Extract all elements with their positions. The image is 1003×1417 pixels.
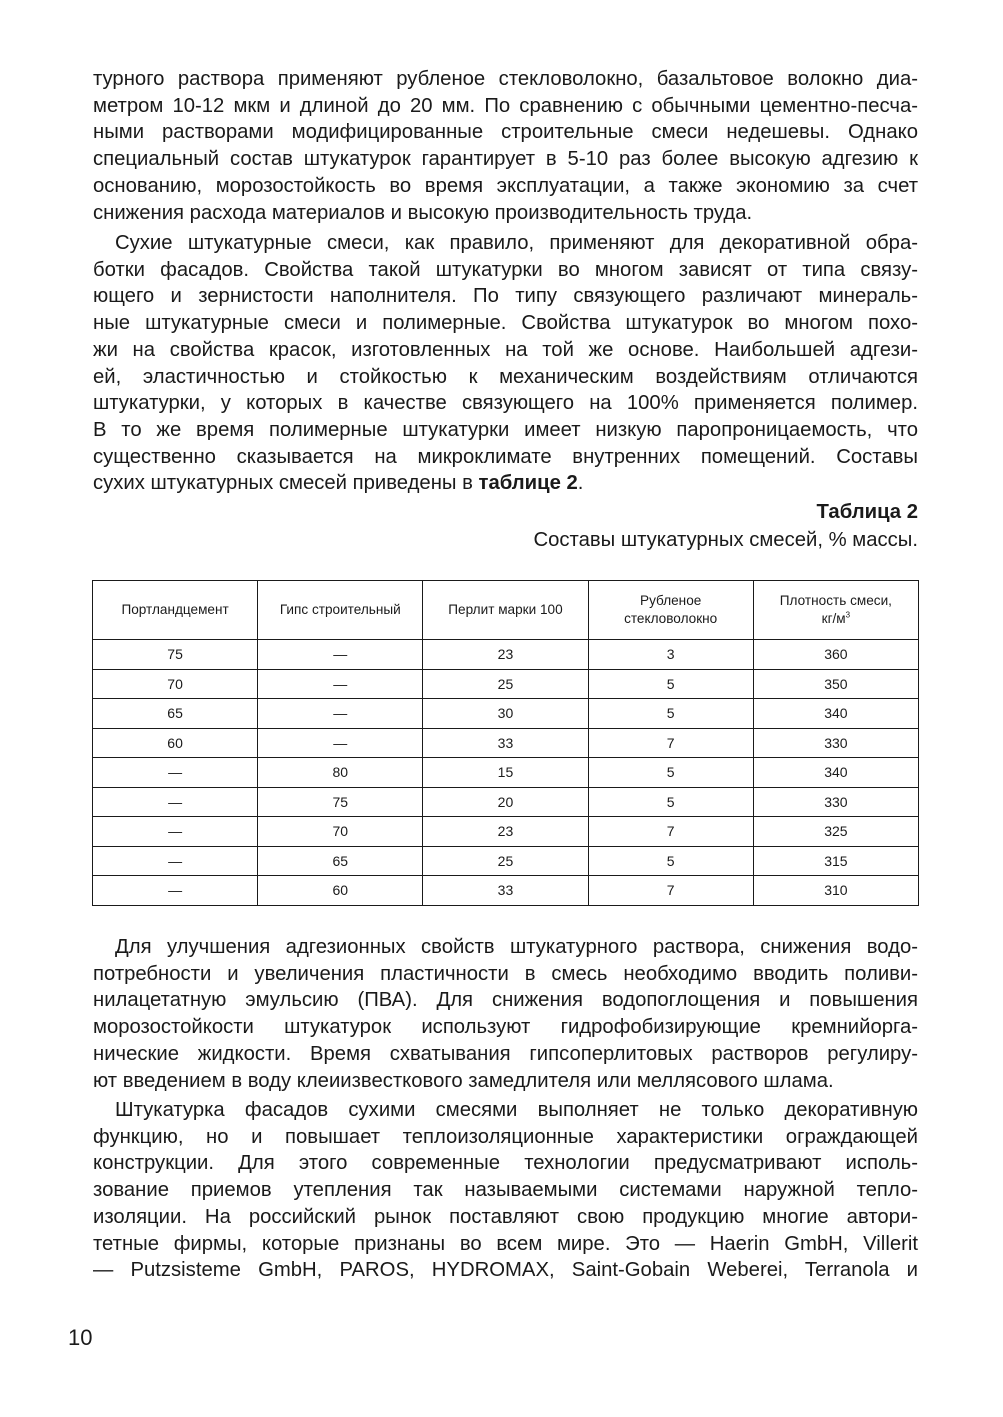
table-row (93, 669, 919, 699)
table-cell: 360 (753, 640, 918, 670)
table-cell: 70 (258, 817, 423, 847)
paragraph-line: ющего и зернистости наполнителя. По типу связующего различают минераль- (93, 285, 918, 308)
paragraph-line: нилацетатную эмульсию (ПВА). Для снижения водопоглощения и повышения (93, 989, 918, 1012)
paragraph-line: — Putzsisteme GmbH, PAROS, HYDROMAX, Saint-Gobain Weberei, Terranola и (93, 1259, 918, 1282)
table-cell: 15 (423, 758, 588, 788)
table-cell: 25 (423, 846, 588, 876)
table-cell: 5 (588, 758, 753, 788)
table-cell: 23 (423, 817, 588, 847)
page-number: 10 (68, 1325, 93, 1350)
table-row (93, 699, 919, 729)
table-row (93, 817, 919, 847)
table-cell: — (258, 728, 423, 758)
table-cell: 5 (588, 669, 753, 699)
table-header-row (93, 581, 919, 640)
paragraph-3 (93, 934, 918, 1094)
text-fragment: сухих штукатурных смесей приведены в (93, 472, 479, 495)
paragraph-line: жи на свойства красок, изготовленных на той же основе. Наибольшей адгези- (93, 338, 918, 361)
paragraph-line: ей, эластичностью и стойкостью к механическим воздействиям отличаются (93, 365, 918, 388)
table-cell: 33 (423, 728, 588, 758)
table-cell: — (93, 758, 258, 788)
table-cell: 325 (753, 817, 918, 847)
paragraph-line: ют введением в воду клеиизвесткового замедлителя или меллясового шлама. (93, 1069, 834, 1092)
paragraph-line: Сухие штукатурные смеси, как правило, применяют для декоративной обра- (115, 232, 918, 254)
table-cell: 33 (423, 876, 588, 906)
table-cell: 60 (93, 728, 258, 758)
paragraph-line: Штукатурка фасадов сухими смесями выполняет не только декоративную (115, 1099, 918, 1121)
paragraph-line: снижения расхода материалов и высокую производительность труда. (93, 201, 753, 224)
table-cell: 80 (258, 758, 423, 788)
table-row (93, 640, 919, 670)
paragraph-line: метром 10-12 мкм и длиной до 20 мм. По сравнению с обычными цементно-песча- (93, 94, 918, 117)
table-reference: таблице 2 (478, 472, 578, 495)
table-cell: 70 (93, 669, 258, 699)
paragraph-line: основанию, морозостойкость во время эксплуатации, а также экономию за счет (93, 174, 918, 197)
table-title: Таблица 2 (816, 501, 918, 523)
table-cell: 25 (423, 669, 588, 699)
column-header-gypsum: Гипс строительный (258, 581, 423, 640)
table-cell: 7 (588, 876, 753, 906)
table-row (93, 787, 919, 817)
table-cell: 75 (93, 640, 258, 670)
table-cell: — (258, 699, 423, 729)
table-cell: 60 (258, 876, 423, 906)
paragraph-line: конструкции. Для этого современные технологии предусматривают исполь- (93, 1152, 918, 1175)
paragraph-1 (93, 66, 918, 226)
paragraph-line: изоляции. На российский рынок поставляют свою продукцию многие автори- (93, 1205, 918, 1228)
table-cell: 5 (588, 699, 753, 729)
paragraph-4 (93, 1097, 918, 1284)
table-cell: 5 (588, 787, 753, 817)
paragraph-last-line (93, 470, 918, 497)
paragraph-line: нические жидкости. Время схватывания гипсоперлитовых растворов регулиру- (93, 1042, 918, 1065)
table-cell: 65 (93, 699, 258, 729)
table-cell: — (93, 846, 258, 876)
table-cell: 315 (753, 846, 918, 876)
table-cell: — (258, 640, 423, 670)
header-line: Рубленое (640, 593, 702, 608)
table-cell: — (93, 787, 258, 817)
table-cell: — (93, 817, 258, 847)
table-cell: 330 (753, 728, 918, 758)
table-row (93, 758, 919, 788)
paragraph-line: функцию, но и повышает теплоизоляционные характеристики ограждающей (93, 1125, 918, 1148)
header-unit: кг/м (821, 611, 846, 626)
table-row (93, 876, 919, 906)
column-header-glass-fiber (588, 581, 753, 640)
paragraph-line: ными растворами модифицированные строительные смеси недешевы. Однако (93, 121, 918, 144)
table-cell: 65 (258, 846, 423, 876)
table-row (93, 728, 919, 758)
table-cell: 75 (258, 787, 423, 817)
table-cell: 7 (588, 817, 753, 847)
paragraph-line: В то же время полимерные штукатурки имеет низкую паропроницаемость, что (93, 418, 918, 441)
table-cell: 5 (588, 846, 753, 876)
table-cell: 7 (588, 728, 753, 758)
table-subtitle: Составы штукатурных смесей, % массы. (533, 529, 918, 551)
paragraph-line: морозостойкости штукатурок используют гидрофобизирующие кремнийорга- (93, 1016, 918, 1039)
paragraph-line: тетные фирмы, которые признаны во всем мире. Это — Haerin GmbH, Villerit (93, 1232, 918, 1255)
paragraph-line: специальный состав штукатурок гарантирует в 5-10 раз более высокую адгезию к (93, 148, 918, 171)
paragraph-line: Для улучшения адгезионных свойств штукатурного раствора, снижения водо- (115, 936, 918, 958)
table-cell: 20 (423, 787, 588, 817)
paragraph-2 (93, 230, 918, 497)
table-cell: 310 (753, 876, 918, 906)
paragraph-line: турного раствора применяют рубленое стекловолокно, базальтовое волокно диа- (93, 68, 918, 90)
table-cell: 350 (753, 669, 918, 699)
text-fragment: . (577, 472, 584, 495)
paragraph-line: штукатурки, у которых в качестве связующего на 100% применяется полимер. (93, 392, 918, 415)
paragraph-line: зование приемов утепления так называемыми системами наружной тепло- (93, 1179, 918, 1202)
column-header-portland-cement: Портландцемент (93, 581, 258, 640)
header-line: Плотность смеси, (779, 593, 892, 608)
column-header-density (753, 581, 918, 640)
table-cell: 3 (588, 640, 753, 670)
table-cell: 23 (423, 640, 588, 670)
paragraph-line: ные штукатурные смеси и полимерные. Свойства штукатурок во многом похо- (93, 312, 918, 335)
table-cell: 330 (753, 787, 918, 817)
table-cell: — (93, 876, 258, 906)
table-cell: 30 (423, 699, 588, 729)
paragraph-line: потребности и увеличения пластичности в смесь необходимо вводить поливи- (93, 962, 918, 985)
composition-table (92, 580, 919, 906)
table-cell: 340 (753, 758, 918, 788)
table-cell: — (258, 669, 423, 699)
paragraph-line: ботки фасадов. Свойства такой штукатурки во многом зависят от типа связу- (93, 258, 918, 281)
table-cell: 340 (753, 699, 918, 729)
table-row (93, 846, 919, 876)
column-header-perlite: Перлит марки 100 (423, 581, 588, 640)
paragraph-line: существенно сказывается на микроклимате внутренних помещений. Составы (93, 445, 918, 468)
header-unit-superscript: 3 (845, 610, 851, 620)
header-line: стекловолокно (624, 611, 718, 626)
